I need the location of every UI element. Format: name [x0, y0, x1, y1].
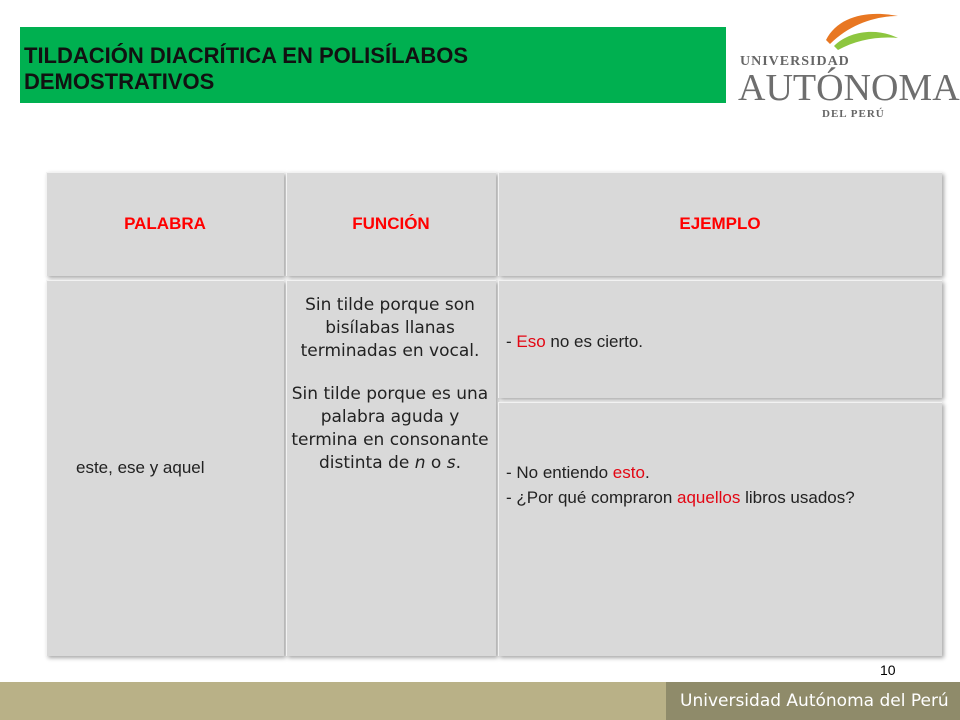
header-funcion-label: FUNCIÓN	[352, 214, 430, 233]
header-palabra	[46, 172, 284, 276]
ejemplo-1-text: - Eso no es cierto.	[506, 332, 644, 351]
slide-title-line-2: DEMOSTRATIVOS	[24, 69, 215, 94]
funcion-text	[288, 294, 492, 495]
logo-text-bottom: DEL PERÚ	[822, 108, 885, 120]
logo-swoosh-icon	[738, 8, 928, 58]
slide-title-line-1: TILDACIÓN DIACRÍTICA EN POLISÍLABOS	[24, 43, 469, 68]
footer-text: Universidad Autónoma del Perú	[680, 691, 949, 711]
palabra-text: este, ese y aquel	[76, 458, 205, 477]
logo-text-top: UNIVERSIDAD	[740, 54, 850, 69]
cell-ejemplo-2	[498, 402, 942, 656]
cell-ejemplo-1	[498, 280, 942, 398]
cell-palabra	[46, 280, 284, 656]
funcion-paragraph-1: Sin tilde porque son bisílabas llanas terminadas en vocal.	[300, 295, 480, 361]
ejemplo-line-aquellos: - ¿Por qué compraron aquellos libros usados?	[506, 488, 855, 507]
header-palabra-label: PALABRA	[124, 214, 206, 233]
ejemplo-line-esto: - No entiendo esto.	[506, 463, 650, 482]
page-number: 10	[880, 662, 896, 678]
funcion-paragraph-2: Sin tilde porque es una palabra aguda y termina en consonante distinta de n o s.	[291, 384, 489, 473]
ejemplo-2-text	[506, 460, 906, 510]
header-ejemplo-label: EJEMPLO	[679, 214, 761, 233]
header-funcion	[286, 172, 496, 276]
footer-bar	[0, 682, 960, 720]
header-ejemplo	[498, 172, 942, 276]
university-logo	[738, 8, 960, 120]
title-bar	[20, 27, 726, 103]
footer-brand	[666, 682, 960, 720]
logo-text-middle: AUTÓNOMA	[738, 67, 960, 109]
